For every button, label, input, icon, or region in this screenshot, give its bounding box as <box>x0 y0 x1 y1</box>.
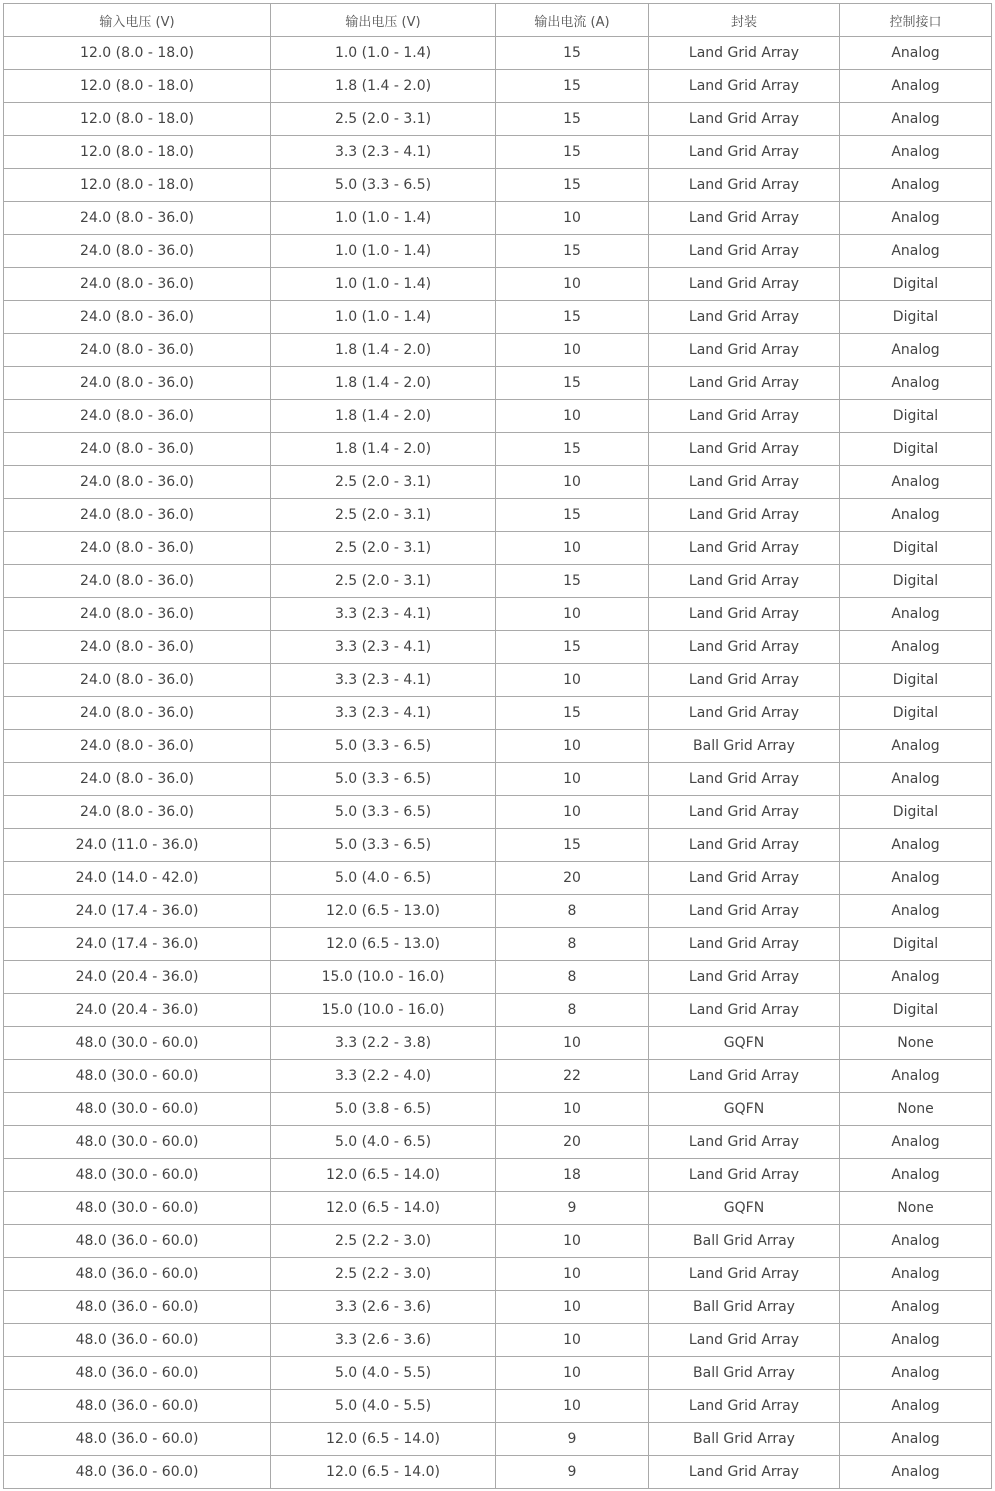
package-cell: GQFN <box>649 1192 840 1225</box>
output-voltage-cell: 12.0 (6.5 - 14.0) <box>271 1159 496 1192</box>
control-interface-cell: Analog <box>840 103 992 136</box>
output-current-cell: 10 <box>496 1093 649 1126</box>
package-cell: GQFN <box>649 1027 840 1060</box>
table-row <box>4 400 992 433</box>
control-interface-cell: Analog <box>840 1357 992 1390</box>
package-cell: Land Grid Array <box>649 763 840 796</box>
table-row <box>4 70 992 103</box>
output-voltage-cell: 5.0 (3.3 - 6.5) <box>271 829 496 862</box>
package-cell: Land Grid Array <box>649 961 840 994</box>
table-row <box>4 334 992 367</box>
input-voltage-cell: 24.0 (8.0 - 36.0) <box>4 202 271 235</box>
input-voltage-cell: 24.0 (8.0 - 36.0) <box>4 301 271 334</box>
input-voltage-cell: 12.0 (8.0 - 18.0) <box>4 103 271 136</box>
control-interface-cell: None <box>840 1192 992 1225</box>
package-cell: Land Grid Array <box>649 400 840 433</box>
output-voltage-cell: 2.5 (2.0 - 3.1) <box>271 103 496 136</box>
input-voltage-cell: 12.0 (8.0 - 18.0) <box>4 136 271 169</box>
table-row <box>4 1324 992 1357</box>
output-voltage-cell: 1.8 (1.4 - 2.0) <box>271 433 496 466</box>
output-current-cell: 9 <box>496 1423 649 1456</box>
output-voltage-cell: 2.5 (2.0 - 3.1) <box>271 532 496 565</box>
output-current-cell: 20 <box>496 862 649 895</box>
table-row <box>4 862 992 895</box>
input-voltage-cell: 48.0 (36.0 - 60.0) <box>4 1324 271 1357</box>
output-current-cell: 10 <box>496 796 649 829</box>
output-current-cell: 22 <box>496 1060 649 1093</box>
input-voltage-cell: 12.0 (8.0 - 18.0) <box>4 70 271 103</box>
table-row <box>4 1126 992 1159</box>
package-cell: Land Grid Array <box>649 664 840 697</box>
output-voltage-cell: 5.0 (4.0 - 6.5) <box>271 1126 496 1159</box>
package-cell: Land Grid Array <box>649 631 840 664</box>
control-interface-cell: Digital <box>840 565 992 598</box>
control-interface-cell: Analog <box>840 1225 992 1258</box>
package-cell: Land Grid Array <box>649 466 840 499</box>
package-cell: Land Grid Array <box>649 301 840 334</box>
output-voltage-cell: 3.3 (2.2 - 4.0) <box>271 1060 496 1093</box>
input-voltage-cell: 48.0 (36.0 - 60.0) <box>4 1357 271 1390</box>
output-current-cell: 15 <box>496 697 649 730</box>
table-row <box>4 565 992 598</box>
output-current-cell: 10 <box>496 730 649 763</box>
table-row <box>4 1192 992 1225</box>
output-voltage-cell: 12.0 (6.5 - 14.0) <box>271 1456 496 1489</box>
control-interface-cell: Analog <box>840 1159 992 1192</box>
control-interface-cell: Analog <box>840 37 992 70</box>
spec-table-container <box>3 3 992 1489</box>
output-current-cell: 9 <box>496 1456 649 1489</box>
control-interface-cell: Digital <box>840 400 992 433</box>
input-voltage-cell: 24.0 (8.0 - 36.0) <box>4 334 271 367</box>
package-cell: Ball Grid Array <box>649 1423 840 1456</box>
package-cell: Land Grid Array <box>649 103 840 136</box>
input-voltage-cell: 24.0 (8.0 - 36.0) <box>4 796 271 829</box>
control-interface-cell: Analog <box>840 202 992 235</box>
package-cell: Land Grid Array <box>649 1060 840 1093</box>
output-voltage-cell: 15.0 (10.0 - 16.0) <box>271 961 496 994</box>
output-current-cell: 10 <box>496 400 649 433</box>
output-current-cell: 10 <box>496 1390 649 1423</box>
output-voltage-cell: 3.3 (2.3 - 4.1) <box>271 664 496 697</box>
input-voltage-cell: 24.0 (8.0 - 36.0) <box>4 598 271 631</box>
input-voltage-cell: 24.0 (8.0 - 36.0) <box>4 400 271 433</box>
output-current-cell: 8 <box>496 895 649 928</box>
output-current-cell: 10 <box>496 1357 649 1390</box>
output-voltage-cell: 2.5 (2.2 - 3.0) <box>271 1225 496 1258</box>
output-voltage-cell: 3.3 (2.3 - 4.1) <box>271 697 496 730</box>
control-interface-cell: Analog <box>840 367 992 400</box>
control-interface-cell: Analog <box>840 961 992 994</box>
output-voltage-cell: 15.0 (10.0 - 16.0) <box>271 994 496 1027</box>
control-interface-cell: Analog <box>840 895 992 928</box>
control-interface-cell: Analog <box>840 235 992 268</box>
table-row <box>4 1159 992 1192</box>
output-voltage-cell: 3.3 (2.3 - 4.1) <box>271 598 496 631</box>
input-voltage-cell: 24.0 (14.0 - 42.0) <box>4 862 271 895</box>
table-row <box>4 433 992 466</box>
control-interface-cell: Analog <box>840 499 992 532</box>
table-row <box>4 1423 992 1456</box>
input-voltage-cell: 48.0 (30.0 - 60.0) <box>4 1159 271 1192</box>
control-interface-cell: Analog <box>840 763 992 796</box>
table-body <box>4 37 992 1489</box>
package-cell: Land Grid Array <box>649 1258 840 1291</box>
output-voltage-cell: 1.0 (1.0 - 1.4) <box>271 202 496 235</box>
input-voltage-cell: 12.0 (8.0 - 18.0) <box>4 37 271 70</box>
header-control-interface: 控制接口 <box>840 4 992 37</box>
output-current-cell: 15 <box>496 499 649 532</box>
table-row <box>4 1291 992 1324</box>
table-row <box>4 829 992 862</box>
output-voltage-cell: 3.3 (2.6 - 3.6) <box>271 1291 496 1324</box>
table-row <box>4 895 992 928</box>
table-row <box>4 202 992 235</box>
output-current-cell: 9 <box>496 1192 649 1225</box>
input-voltage-cell: 24.0 (8.0 - 36.0) <box>4 532 271 565</box>
control-interface-cell: Digital <box>840 301 992 334</box>
output-current-cell: 18 <box>496 1159 649 1192</box>
table-row <box>4 697 992 730</box>
output-current-cell: 15 <box>496 136 649 169</box>
output-current-cell: 10 <box>496 1291 649 1324</box>
package-cell: Land Grid Array <box>649 1390 840 1423</box>
output-current-cell: 10 <box>496 763 649 796</box>
output-voltage-cell: 5.0 (4.0 - 5.5) <box>271 1390 496 1423</box>
package-cell: Land Grid Array <box>649 136 840 169</box>
output-voltage-cell: 1.0 (1.0 - 1.4) <box>271 235 496 268</box>
control-interface-cell: Analog <box>840 631 992 664</box>
package-cell: Ball Grid Array <box>649 1225 840 1258</box>
input-voltage-cell: 24.0 (17.4 - 36.0) <box>4 895 271 928</box>
input-voltage-cell: 48.0 (36.0 - 60.0) <box>4 1258 271 1291</box>
input-voltage-cell: 24.0 (8.0 - 36.0) <box>4 664 271 697</box>
table-row <box>4 37 992 70</box>
input-voltage-cell: 24.0 (8.0 - 36.0) <box>4 763 271 796</box>
control-interface-cell: Analog <box>840 862 992 895</box>
output-voltage-cell: 1.8 (1.4 - 2.0) <box>271 70 496 103</box>
table-row <box>4 730 992 763</box>
control-interface-cell: Digital <box>840 796 992 829</box>
input-voltage-cell: 48.0 (36.0 - 60.0) <box>4 1456 271 1489</box>
control-interface-cell: Analog <box>840 334 992 367</box>
output-voltage-cell: 3.3 (2.2 - 3.8) <box>271 1027 496 1060</box>
input-voltage-cell: 48.0 (36.0 - 60.0) <box>4 1423 271 1456</box>
output-voltage-cell: 1.0 (1.0 - 1.4) <box>271 301 496 334</box>
table-row <box>4 169 992 202</box>
table-row <box>4 1390 992 1423</box>
input-voltage-cell: 24.0 (11.0 - 36.0) <box>4 829 271 862</box>
output-voltage-cell: 5.0 (4.0 - 5.5) <box>271 1357 496 1390</box>
table-row <box>4 664 992 697</box>
input-voltage-cell: 24.0 (8.0 - 36.0) <box>4 565 271 598</box>
output-current-cell: 10 <box>496 1225 649 1258</box>
package-cell: Land Grid Array <box>649 202 840 235</box>
package-cell: Land Grid Array <box>649 598 840 631</box>
input-voltage-cell: 48.0 (30.0 - 60.0) <box>4 1126 271 1159</box>
input-voltage-cell: 24.0 (20.4 - 36.0) <box>4 961 271 994</box>
output-current-cell: 15 <box>496 37 649 70</box>
output-current-cell: 8 <box>496 928 649 961</box>
output-current-cell: 10 <box>496 664 649 697</box>
input-voltage-cell: 48.0 (30.0 - 60.0) <box>4 1093 271 1126</box>
output-voltage-cell: 2.5 (2.0 - 3.1) <box>271 499 496 532</box>
control-interface-cell: Digital <box>840 268 992 301</box>
output-voltage-cell: 1.8 (1.4 - 2.0) <box>271 334 496 367</box>
input-voltage-cell: 48.0 (30.0 - 60.0) <box>4 1060 271 1093</box>
output-voltage-cell: 5.0 (3.3 - 6.5) <box>271 763 496 796</box>
package-cell: Land Grid Array <box>649 565 840 598</box>
input-voltage-cell: 48.0 (30.0 - 60.0) <box>4 1192 271 1225</box>
output-voltage-cell: 1.8 (1.4 - 2.0) <box>271 367 496 400</box>
output-voltage-cell: 2.5 (2.2 - 3.0) <box>271 1258 496 1291</box>
output-voltage-cell: 12.0 (6.5 - 14.0) <box>271 1192 496 1225</box>
table-row <box>4 1225 992 1258</box>
output-voltage-cell: 5.0 (3.3 - 6.5) <box>271 169 496 202</box>
input-voltage-cell: 24.0 (8.0 - 36.0) <box>4 499 271 532</box>
package-cell: Land Grid Array <box>649 1159 840 1192</box>
input-voltage-cell: 48.0 (36.0 - 60.0) <box>4 1225 271 1258</box>
table-row <box>4 598 992 631</box>
package-cell: Land Grid Array <box>649 796 840 829</box>
table-row <box>4 235 992 268</box>
control-interface-cell: Analog <box>840 730 992 763</box>
input-voltage-cell: 24.0 (8.0 - 36.0) <box>4 433 271 466</box>
table-row <box>4 1357 992 1390</box>
output-voltage-cell: 1.8 (1.4 - 2.0) <box>271 400 496 433</box>
header-output-voltage: 输出电压 (V) <box>271 4 496 37</box>
package-cell: Land Grid Array <box>649 862 840 895</box>
input-voltage-cell: 24.0 (17.4 - 36.0) <box>4 928 271 961</box>
package-cell: Land Grid Array <box>649 37 840 70</box>
output-current-cell: 15 <box>496 235 649 268</box>
output-current-cell: 10 <box>496 466 649 499</box>
input-voltage-cell: 48.0 (36.0 - 60.0) <box>4 1390 271 1423</box>
table-row <box>4 1093 992 1126</box>
package-cell: Land Grid Array <box>649 1456 840 1489</box>
input-voltage-cell: 24.0 (8.0 - 36.0) <box>4 466 271 499</box>
table-row <box>4 301 992 334</box>
output-current-cell: 10 <box>496 598 649 631</box>
control-interface-cell: Digital <box>840 994 992 1027</box>
package-cell: Ball Grid Array <box>649 730 840 763</box>
control-interface-cell: None <box>840 1093 992 1126</box>
package-cell: Land Grid Array <box>649 697 840 730</box>
input-voltage-cell: 24.0 (20.4 - 36.0) <box>4 994 271 1027</box>
control-interface-cell: Analog <box>840 1126 992 1159</box>
output-current-cell: 15 <box>496 103 649 136</box>
control-interface-cell: Analog <box>840 136 992 169</box>
table-row <box>4 1027 992 1060</box>
input-voltage-cell: 24.0 (8.0 - 36.0) <box>4 631 271 664</box>
table-row <box>4 367 992 400</box>
control-interface-cell: Analog <box>840 1390 992 1423</box>
control-interface-cell: Analog <box>840 1456 992 1489</box>
package-cell: Land Grid Array <box>649 994 840 1027</box>
table-row <box>4 631 992 664</box>
output-current-cell: 15 <box>496 367 649 400</box>
table-row <box>4 136 992 169</box>
header-row <box>4 4 992 37</box>
output-current-cell: 8 <box>496 994 649 1027</box>
table-row <box>4 796 992 829</box>
output-current-cell: 10 <box>496 268 649 301</box>
table-row <box>4 763 992 796</box>
control-interface-cell: Digital <box>840 664 992 697</box>
control-interface-cell: Analog <box>840 1060 992 1093</box>
package-cell: Land Grid Array <box>649 268 840 301</box>
output-voltage-cell: 12.0 (6.5 - 14.0) <box>271 1423 496 1456</box>
table-row <box>4 466 992 499</box>
input-voltage-cell: 24.0 (8.0 - 36.0) <box>4 697 271 730</box>
package-cell: GQFN <box>649 1093 840 1126</box>
output-voltage-cell: 12.0 (6.5 - 13.0) <box>271 928 496 961</box>
output-current-cell: 10 <box>496 1324 649 1357</box>
table-row <box>4 928 992 961</box>
output-voltage-cell: 1.0 (1.0 - 1.4) <box>271 268 496 301</box>
package-cell: Ball Grid Array <box>649 1357 840 1390</box>
output-current-cell: 10 <box>496 202 649 235</box>
input-voltage-cell: 24.0 (8.0 - 36.0) <box>4 235 271 268</box>
output-voltage-cell: 5.0 (3.8 - 6.5) <box>271 1093 496 1126</box>
output-current-cell: 10 <box>496 1027 649 1060</box>
input-voltage-cell: 24.0 (8.0 - 36.0) <box>4 367 271 400</box>
output-current-cell: 15 <box>496 301 649 334</box>
spec-table <box>3 3 992 1489</box>
control-interface-cell: Analog <box>840 466 992 499</box>
output-voltage-cell: 5.0 (3.3 - 6.5) <box>271 730 496 763</box>
table-row <box>4 1060 992 1093</box>
output-voltage-cell: 1.0 (1.0 - 1.4) <box>271 37 496 70</box>
output-voltage-cell: 5.0 (3.3 - 6.5) <box>271 796 496 829</box>
control-interface-cell: Analog <box>840 1423 992 1456</box>
table-row <box>4 994 992 1027</box>
output-voltage-cell: 3.3 (2.3 - 4.1) <box>271 631 496 664</box>
output-voltage-cell: 12.0 (6.5 - 13.0) <box>271 895 496 928</box>
output-voltage-cell: 2.5 (2.0 - 3.1) <box>271 565 496 598</box>
package-cell: Land Grid Array <box>649 367 840 400</box>
table-row <box>4 499 992 532</box>
input-voltage-cell: 48.0 (30.0 - 60.0) <box>4 1027 271 1060</box>
input-voltage-cell: 24.0 (8.0 - 36.0) <box>4 268 271 301</box>
output-voltage-cell: 2.5 (2.0 - 3.1) <box>271 466 496 499</box>
control-interface-cell: Digital <box>840 928 992 961</box>
output-current-cell: 15 <box>496 433 649 466</box>
table-row <box>4 1456 992 1489</box>
header-output-current: 输出电流 (A) <box>496 4 649 37</box>
output-voltage-cell: 3.3 (2.3 - 4.1) <box>271 136 496 169</box>
package-cell: Land Grid Array <box>649 1324 840 1357</box>
package-cell: Land Grid Array <box>649 70 840 103</box>
output-current-cell: 15 <box>496 829 649 862</box>
input-voltage-cell: 12.0 (8.0 - 18.0) <box>4 169 271 202</box>
package-cell: Land Grid Array <box>649 334 840 367</box>
input-voltage-cell: 48.0 (36.0 - 60.0) <box>4 1291 271 1324</box>
output-current-cell: 15 <box>496 565 649 598</box>
control-interface-cell: Analog <box>840 70 992 103</box>
output-current-cell: 15 <box>496 70 649 103</box>
header-input-voltage: 输入电压 (V) <box>4 4 271 37</box>
package-cell: Land Grid Array <box>649 235 840 268</box>
control-interface-cell: Analog <box>840 169 992 202</box>
output-current-cell: 15 <box>496 631 649 664</box>
package-cell: Land Grid Array <box>649 895 840 928</box>
control-interface-cell: Analog <box>840 829 992 862</box>
table-row <box>4 268 992 301</box>
header-package: 封装 <box>649 4 840 37</box>
package-cell: Land Grid Array <box>649 433 840 466</box>
output-current-cell: 10 <box>496 334 649 367</box>
control-interface-cell: None <box>840 1027 992 1060</box>
output-current-cell: 15 <box>496 169 649 202</box>
table-row <box>4 1258 992 1291</box>
table-row <box>4 532 992 565</box>
output-voltage-cell: 3.3 (2.6 - 3.6) <box>271 1324 496 1357</box>
table-row <box>4 103 992 136</box>
table-header <box>4 4 992 37</box>
control-interface-cell: Digital <box>840 433 992 466</box>
input-voltage-cell: 24.0 (8.0 - 36.0) <box>4 730 271 763</box>
package-cell: Land Grid Array <box>649 499 840 532</box>
package-cell: Ball Grid Array <box>649 1291 840 1324</box>
output-voltage-cell: 5.0 (4.0 - 6.5) <box>271 862 496 895</box>
package-cell: Land Grid Array <box>649 532 840 565</box>
control-interface-cell: Analog <box>840 1324 992 1357</box>
output-current-cell: 8 <box>496 961 649 994</box>
control-interface-cell: Digital <box>840 532 992 565</box>
package-cell: Land Grid Array <box>649 1126 840 1159</box>
output-current-cell: 10 <box>496 1258 649 1291</box>
package-cell: Land Grid Array <box>649 829 840 862</box>
control-interface-cell: Analog <box>840 1258 992 1291</box>
output-current-cell: 10 <box>496 532 649 565</box>
control-interface-cell: Digital <box>840 697 992 730</box>
table-row <box>4 961 992 994</box>
output-current-cell: 20 <box>496 1126 649 1159</box>
control-interface-cell: Analog <box>840 1291 992 1324</box>
package-cell: Land Grid Array <box>649 928 840 961</box>
control-interface-cell: Analog <box>840 598 992 631</box>
package-cell: Land Grid Array <box>649 169 840 202</box>
